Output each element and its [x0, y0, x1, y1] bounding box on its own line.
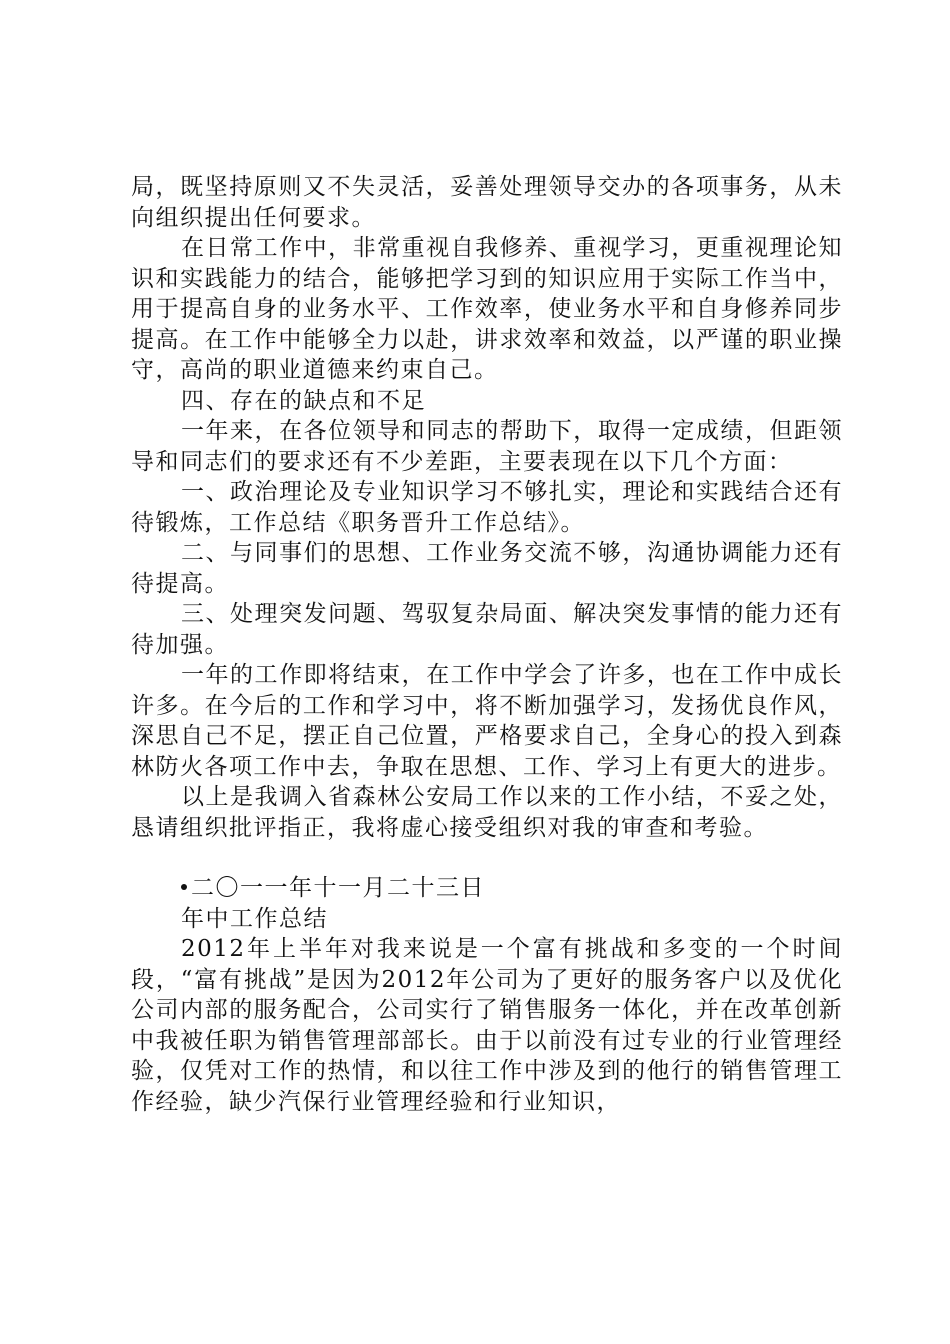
list-item-1: 一、政治理论及专业知识学习不够扎实，理论和实践结合还有待锻炼，工作总结《职务晋升工作总结》。 [131, 479, 843, 536]
document-body [131, 172, 843, 1117]
paragraph-5: 以上是我调入省森林公安局工作以来的工作小结，不妥之处，恳请组织批评指正，我将虚心接受组织对我的审查和考验。 [131, 784, 843, 841]
date-text: 二〇一一年十一月二十三日 [191, 875, 485, 901]
paragraph-3: 一年来，在各位领导和同志的帮助下，取得一定成绩，但距领导和同志们的要求还有不少差距，主要表现在以下几个方面： [131, 418, 843, 475]
list-item-3: 三、处理突发问题、驾驭复杂局面、解决突发事情的能力还有待加强。 [131, 601, 843, 658]
date-line [131, 873, 843, 904]
section-title: 年中工作总结 [181, 905, 328, 932]
paragraph-final: 2012年上半年对我来说是一个富有挑战和多变的一个时间段，“富有挑战”是因为2012年公司为了更好的服务客户以及优化公司内部的服务配合，公司实行了销售服务一体化，并在改革创新中我被任职为销售管理部部长。由于以前没有过专业的行业管理经验，仅凭对工作的热情，和以往工作中涉及到的他行的销售管理工作经验，缺少汽保行业管理经验和行业知识， [131, 936, 843, 1115]
paragraph-1: 局，既坚持原则又不失灵活，妥善处理领导交办的各项事务，从未向组织提出任何要求。 [131, 174, 843, 231]
paragraph-2: 在日常工作中，非常重视自我修养、重视学习，更重视理论知识和实践能力的结合，能够把学习到的知识应用于实际工作当中，用于提高自身的业务水平、工作效率，使业务水平和自身修养同步提高。在工作中能够全力以赴，讲求效率和效益，以严谨的职业操守，高尚的职业道德来约束自己。 [131, 235, 843, 383]
paragraph-4: 一年的工作即将结束，在工作中学会了许多，也在工作中成长许多。在今后的工作和学习中，将不断加强学习，发扬优良作风，深思自己不足，摆正自己位置，严格要求自己，全身心的投入到森林防火各项工作中去，争取在思想、工作、学习上有更大的进步。 [131, 662, 843, 780]
list-item-2: 二、与同事们的思想、工作业务交流不够，沟通协调能力还有待提高。 [131, 540, 843, 597]
spacer [131, 843, 843, 873]
section-heading-4: 四、存在的缺点和不足 [181, 387, 426, 414]
bullet-dot-icon [181, 884, 187, 890]
